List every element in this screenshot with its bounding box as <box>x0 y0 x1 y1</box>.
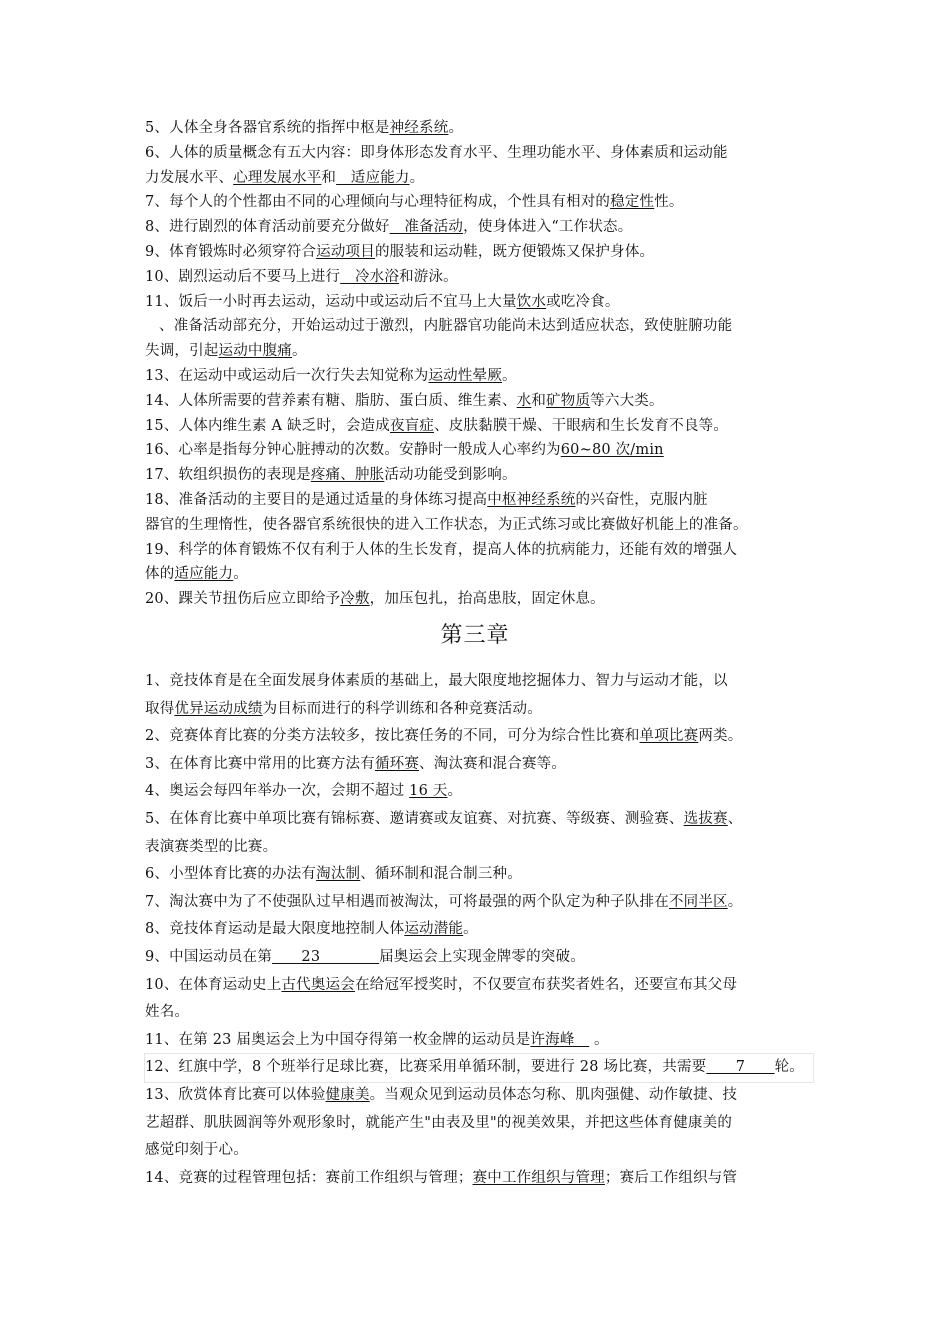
answer-blank: 7 <box>706 1059 775 1076</box>
chapter-2-answers <box>145 116 813 612</box>
text-line <box>145 751 813 779</box>
question-text: 7、每个人的个性都由不同的心理倾向与心理特征构成，个性具有相对的 <box>145 194 611 211</box>
answer-blank: 许海峰 <box>530 1031 590 1048</box>
answer-blank: 60~80 次/min <box>560 442 664 459</box>
answer-blank: 16 天 <box>409 783 448 800</box>
question-text: 5、人体全身各器官系统的指挥中枢是 <box>145 120 390 136</box>
question-text: 。 <box>233 566 248 583</box>
answer-blank: 古代奥运会 <box>281 976 355 993</box>
question-text: 16、心率是指每分钟心脏搏动的次数。安静时一般成人心率约为 <box>145 442 561 459</box>
answer-blank: 健康美 <box>325 1086 370 1103</box>
text-line <box>145 364 813 389</box>
question-text: 18、准备活动的主要目的是通过适量的身体练习提高 <box>145 491 488 508</box>
question-text: 取得 <box>145 700 175 717</box>
question-text: 、循环制和混合制三种。 <box>360 866 522 883</box>
question-text: 4、奥运会每四年举办一次，会期不超过 <box>145 783 410 800</box>
question-text: 6、小型体育比赛的办法有 <box>145 866 317 883</box>
question-text: 14、人体所需要的营养素有糖、脂肪、蛋白质、维生素、 <box>145 392 517 409</box>
question-text: 5、在体育比赛中单项比赛有锦标赛、邀请赛或友谊赛、对抗赛、等级赛、测验赛、 <box>145 810 684 827</box>
question-text: 3、在体育比赛中常用的比赛方法有 <box>145 755 375 772</box>
question-text: 届奥运会上实现金牌零的突破。 <box>379 948 585 965</box>
text-line <box>145 944 813 972</box>
question-text: 和 <box>321 169 337 186</box>
text-line <box>145 861 813 889</box>
question-text: 7、淘汰赛中为了不使强队过早相遇而被淘汰，可将最强的两个队定为种子队排在 <box>145 893 669 910</box>
text-line <box>145 834 813 862</box>
text-line <box>145 999 813 1027</box>
question-text: 和 <box>531 392 547 409</box>
answer-blank: 饮水 <box>516 293 547 310</box>
text-line <box>145 265 813 290</box>
text-line <box>145 290 813 315</box>
question-text: 表演赛类型的比赛。 <box>145 838 278 855</box>
answer-blank: 运动性晕厥 <box>428 367 502 384</box>
text-line <box>145 166 813 191</box>
question-text: 15、人体内维生素 A 缺乏时，会造成 <box>145 417 390 434</box>
text-line <box>145 513 813 538</box>
question-text: 等六大类。 <box>590 392 664 409</box>
question-text: 9、体育锻炼时必须穿符合 <box>145 243 317 260</box>
answer-blank: 赛中工作组织与管理 <box>472 1169 605 1186</box>
question-text: 在给冠军授奖时，不仅要宣布获奖者姓名，还要宣布其父母 <box>354 976 738 993</box>
question-text: 9、中国运动员在第 <box>145 948 273 965</box>
question-text: 19、科学的体育锻炼不仅有利于人体的生长发育，提高人体的抗病能力，还能有效的增强人 <box>145 541 738 558</box>
answer-blank: 矿物质 <box>546 392 591 409</box>
question-text: 两类。 <box>698 728 743 745</box>
question-text: 体的 <box>145 566 175 583</box>
text-line <box>145 314 813 339</box>
text-line <box>145 1110 813 1138</box>
text-line <box>145 389 813 414</box>
question-text: 。 <box>463 921 478 938</box>
question-text: 性。 <box>654 194 684 211</box>
answer-blank: 神经系统 <box>389 120 449 136</box>
text-line <box>145 972 813 1000</box>
text-line <box>145 668 813 696</box>
text-line <box>145 488 813 513</box>
text-line <box>145 696 813 724</box>
question-text: 8、进行剧烈的体育活动前要充分做好 <box>145 219 390 236</box>
text-line <box>145 141 813 166</box>
question-text: 感觉印刻于心。 <box>145 1142 248 1159</box>
chapter-3-answers <box>145 668 813 1192</box>
question-text: 。 <box>409 169 425 186</box>
answer-blank: 冷敷 <box>340 591 370 608</box>
text-line <box>145 240 813 265</box>
question-text: 。 <box>292 343 307 360</box>
text-line <box>145 587 813 612</box>
text-line <box>145 339 813 364</box>
text-line <box>145 1054 813 1082</box>
question-text: 12、红旗中学，8 个班举行足球比赛，比赛采用单循环制，要进行 28 场比赛，共需要 <box>145 1059 707 1076</box>
question-text: 1、竞技体育是在全面发展身体素质的基础上，最大限度地挖掘体力、智力与运动才能，以 <box>145 673 728 689</box>
question-text: ，使身体进入“工作状态。 <box>463 219 633 236</box>
question-text: 、淘汰赛和混合赛等。 <box>419 755 567 772</box>
answer-blank: 淘汰制 <box>316 866 361 883</box>
answer-blank: 循环赛 <box>374 755 420 772</box>
question-text: 和游泳。 <box>399 268 458 285</box>
question-text: 艺超群、肌肤圆润等外观形象时，就能产生"由表及里"的视美效果，并把这些体育健康美的 <box>145 1114 733 1131</box>
question-text: 6、人体的质量概念有五大内容：即身体形态发育水平、生理功能水平、身体素质和运动能 <box>145 144 728 161</box>
question-text: 。 <box>589 1031 609 1048</box>
question-text: 器官的生理惰性，使各器官系统很快的进入工作状态，为正式练习或比赛做好机能上的准备。 <box>145 516 748 533</box>
question-text: 17、软组织损伤的表现是 <box>145 467 311 484</box>
text-line <box>145 916 813 944</box>
text-line <box>145 215 813 240</box>
question-text: 、 <box>727 810 743 827</box>
question-text: 力发展水平、 <box>145 169 234 186</box>
answer-blank: 单项比赛 <box>639 728 699 745</box>
text-line <box>145 723 813 751</box>
text-line <box>145 414 813 439</box>
answer-blank: 冷水浴 <box>340 268 400 285</box>
question-text: 14、竞赛的过程管理包括：赛前工作组织与管理； <box>145 1169 473 1186</box>
question-text: 轮。 <box>774 1059 804 1076</box>
answer-blank: 心理发展水平 <box>233 169 322 186</box>
answer-blank: 运动潜能 <box>404 921 464 938</box>
question-text: ，加压包扎，抬高患肢，固定休息。 <box>369 591 605 608</box>
text-line <box>145 562 813 587</box>
question-text: 10、在体育运动史上 <box>145 976 282 993</box>
text-line <box>145 1082 813 1110</box>
chapter-title: 第三章 <box>440 623 510 648</box>
question-text: 2、竞赛体育比赛的分类方法较多，按比赛任务的不同，可分为综合性比赛和 <box>145 728 640 745</box>
question-text: 10、剧烈运动后不要马上进行 <box>145 268 341 285</box>
question-text: 。 <box>727 893 743 910</box>
text-line <box>145 538 813 563</box>
question-text: 失调，引起 <box>145 343 219 360</box>
answer-blank: 疼痛、肿胀 <box>310 467 385 484</box>
text-line <box>145 778 813 806</box>
answer-blank: 运动中腹痛 <box>218 343 292 360</box>
question-text: 姓名。 <box>145 1004 190 1021</box>
question-text: 。 <box>447 783 463 800</box>
question-text: ；赛后工作组织与管 <box>604 1169 738 1186</box>
answer-blank: 适应能力 <box>336 169 410 186</box>
answer-blank: 稳定性 <box>610 194 655 211</box>
answer-blank: 适应能力 <box>174 566 234 583</box>
text-line <box>145 190 813 215</box>
question-text: 或吃冷食。 <box>546 293 620 310</box>
text-line <box>145 889 813 917</box>
question-text: 、准备活动部充分，开始运动过于激烈，内脏器官功能尚未达到适应状态，致使脏腑功能 <box>159 318 733 335</box>
question-text: 。 <box>501 367 517 384</box>
question-text: 20、踝关节扭伤后应立即给予 <box>145 591 341 608</box>
text-line <box>145 1165 813 1193</box>
question-text: 11、饭后一小时再去运动，运动中或运动后不宜马上大量 <box>145 293 517 310</box>
question-text: 13、在运动中或运动后一次行失去知觉称为 <box>145 367 429 384</box>
answer-blank: 23 <box>272 948 380 965</box>
question-text: 13、欣赏体育比赛可以体验 <box>145 1086 326 1103</box>
question-text: 为目标而进行的科学训练和各种竞赛活动。 <box>262 700 542 717</box>
question-text: 。 <box>448 120 464 136</box>
answer-blank: 运动项目 <box>316 243 375 260</box>
text-line <box>145 438 813 463</box>
text-line <box>145 116 813 141</box>
answer-blank: 夜盲症 <box>389 417 435 434</box>
answer-blank: 中枢神经系统 <box>487 491 576 508</box>
answer-blank: 准备活动 <box>389 219 464 236</box>
answer-blank: 水 <box>516 392 532 409</box>
question-text: 的服装和运动鞋，既方便锻炼又保护身体。 <box>374 243 655 260</box>
question-text: 。当观众见到运动员体态匀称、肌肉强健、动作敏捷、技 <box>369 1086 738 1103</box>
answer-blank: 优异运动成绩 <box>174 700 263 717</box>
question-text: 8、竞技体育运动是最大限度地控制人体 <box>145 921 405 938</box>
text-line <box>145 806 813 834</box>
answer-blank: 不同半区 <box>668 893 728 910</box>
question-text: 、皮肤黏膜干燥、干眼病和生长发育不良等。 <box>434 417 729 434</box>
question-text: 的兴奋性，克服内脏 <box>575 491 708 508</box>
text-line <box>145 1027 813 1055</box>
question-text: 11、在第 23 届奥运会上为中国夺得第一枚金牌的运动员是 <box>145 1031 531 1048</box>
text-line <box>145 463 813 488</box>
question-text: 活动功能受到影响。 <box>384 467 517 484</box>
text-line <box>145 1137 813 1165</box>
answer-blank: 选拔赛 <box>683 810 728 827</box>
